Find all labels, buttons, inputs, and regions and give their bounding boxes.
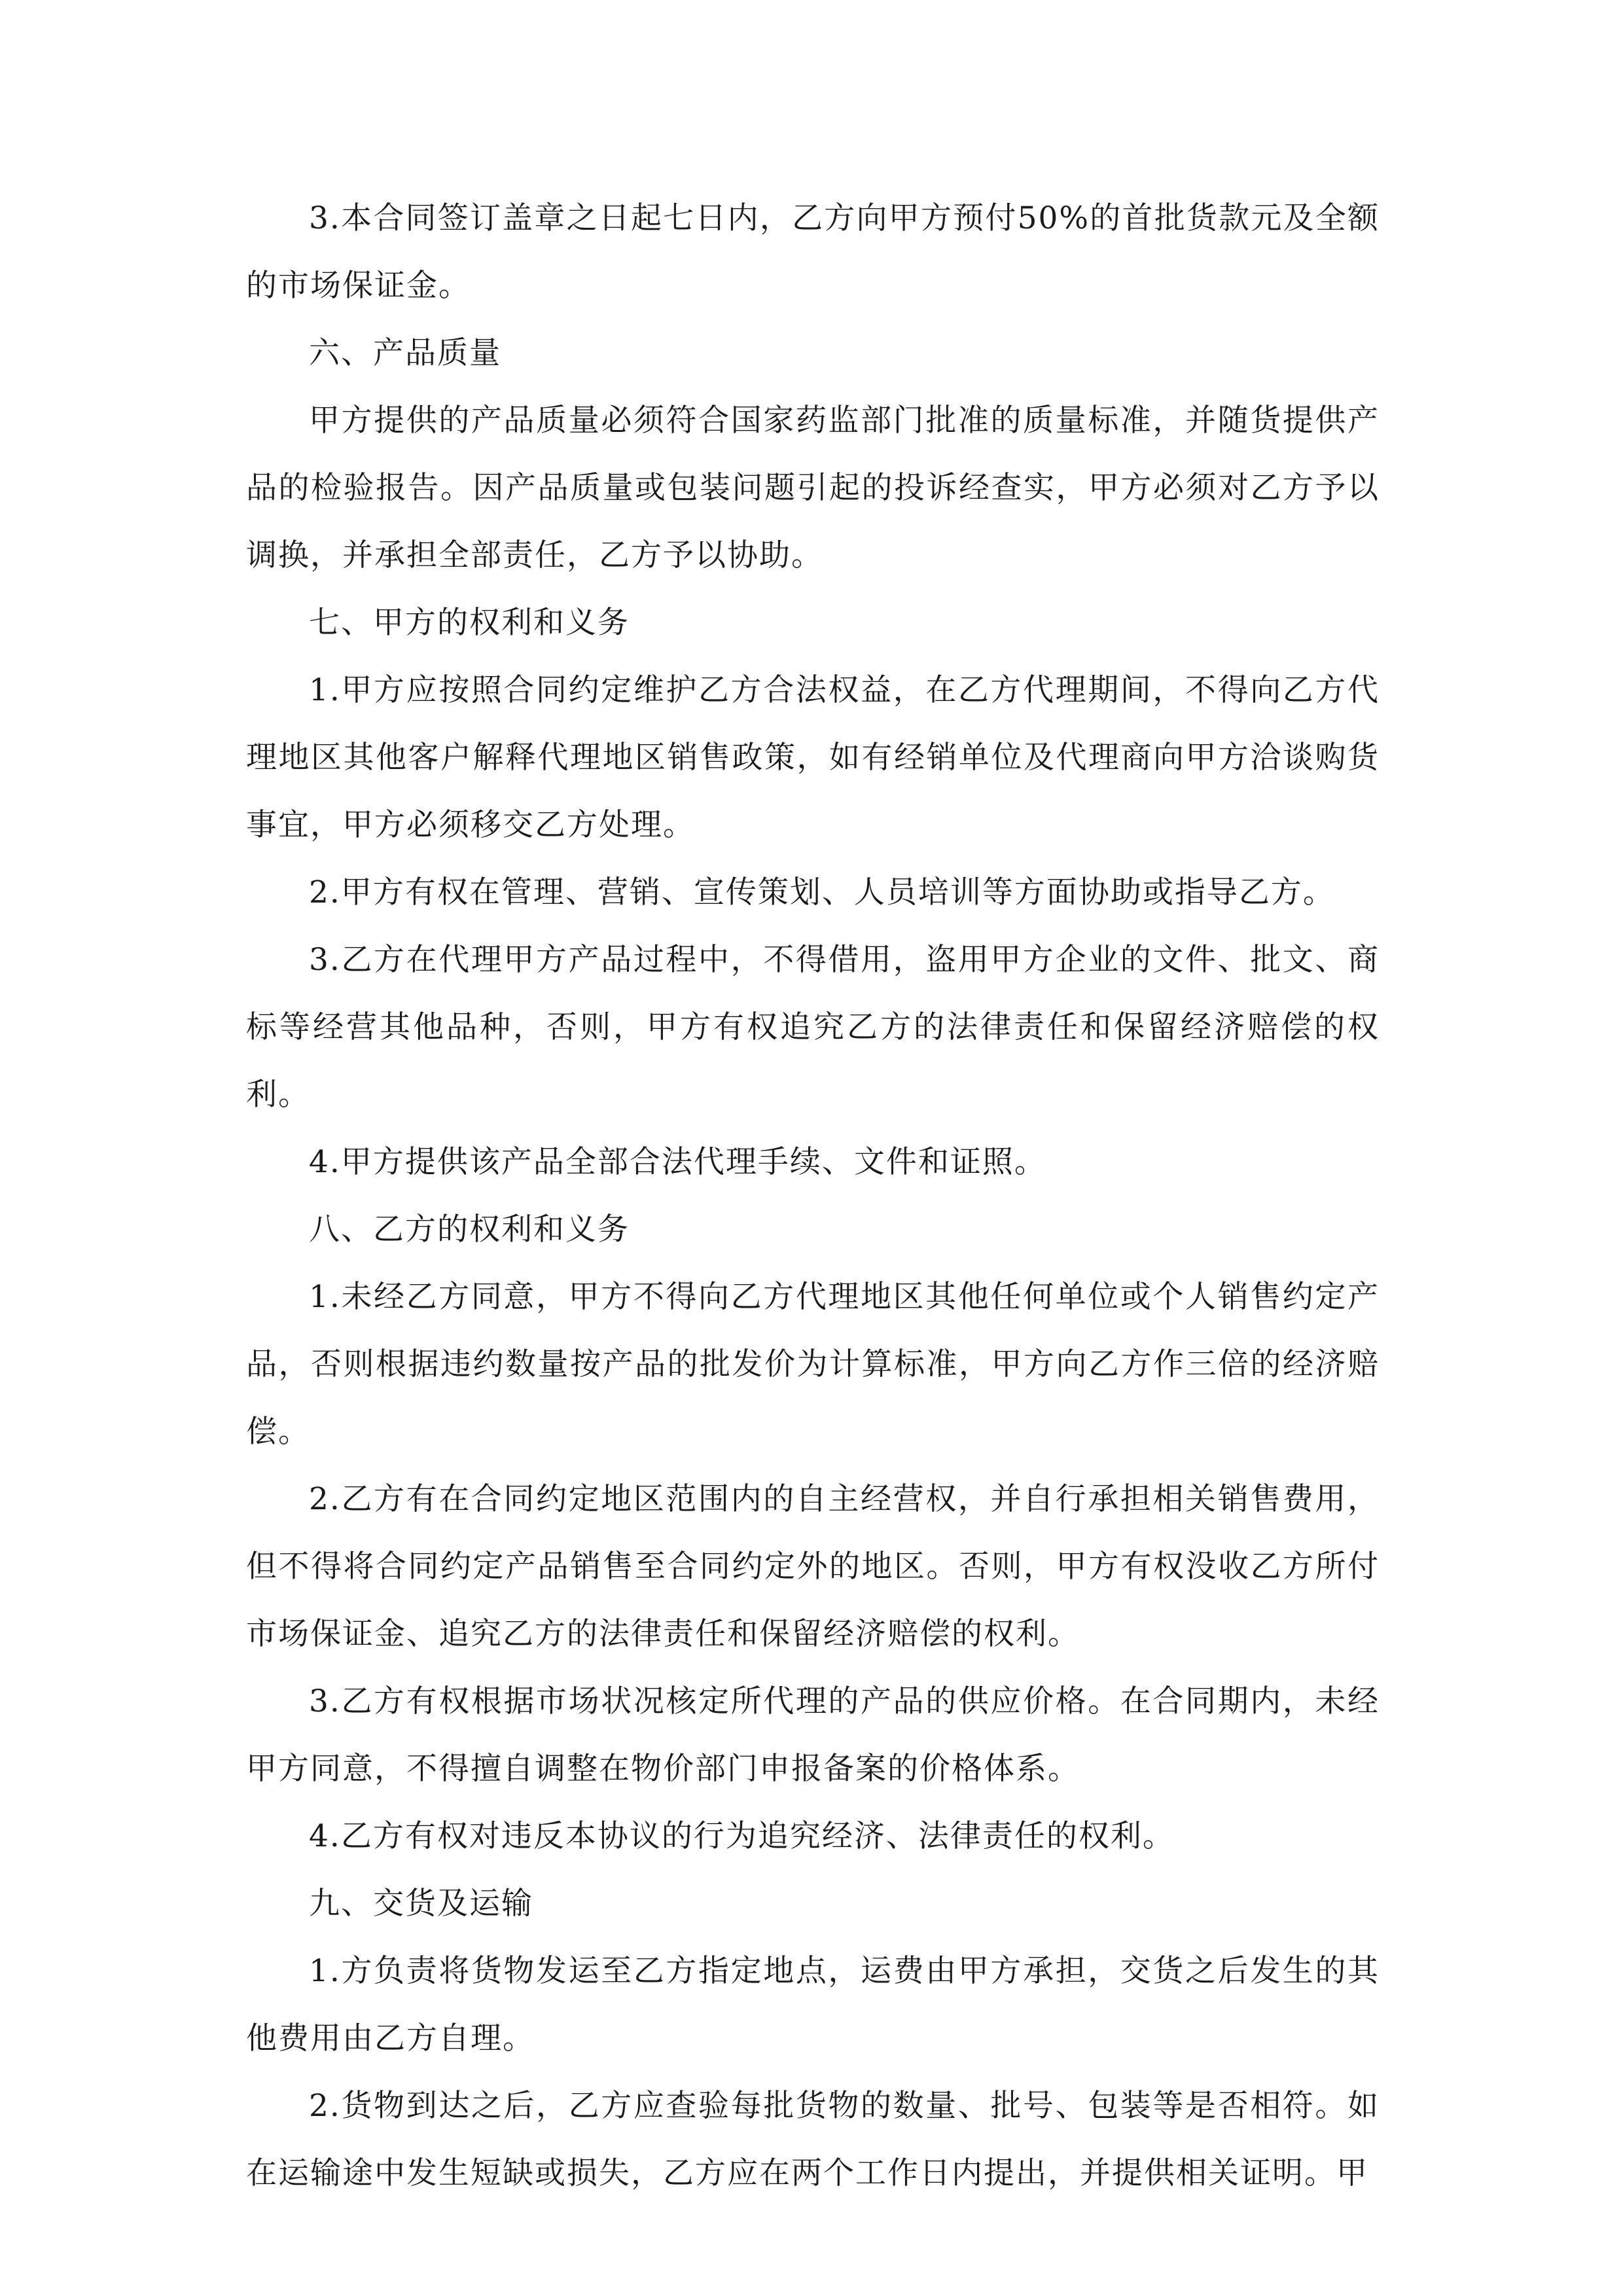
- clause-8-2-paragraph: 2.乙方有在合同约定地区范围内的自主经营权，并自行承担相关销售费用，但不得将合同约定产品销售至合同约定外的地区。否则，甲方有权没收乙方所付市场保证金、追究乙方的法律责任和保留经济赔偿的权利。: [246, 1481, 1380, 1652]
- clause-7-3-paragraph: 3.乙方在代理甲方产品过程中，不得借用，盗用甲方企业的文件、批文、商标等经营其他品种，否则，甲方有权追究乙方的法律责任和保留经济赔偿的权利。: [246, 942, 1380, 1113]
- clause-7-2-paragraph: 2.甲方有权在管理、营销、宣传策划、人员培训等方面协助或指导乙方。: [309, 874, 1335, 910]
- section-6-heading: 六、产品质量: [309, 335, 501, 371]
- section-7-heading: 七、甲方的权利和义务: [309, 605, 630, 641]
- clause-7-1-paragraph: 1.甲方应按照合同约定维护乙方合法权益，在乙方代理期间，不得向乙方代理地区其他客户解释代理地区销售政策，如有经销单位及代理商向甲方洽谈购货事宜，甲方必须移交乙方处理。: [246, 672, 1380, 843]
- clause-8-3-paragraph: 3.乙方有权根据市场状况核定所代理的产品的供应价格。在合同期内，未经甲方同意，不得擅自调整在物价部门申报备案的价格体系。: [246, 1683, 1380, 1787]
- clause-9-1-paragraph: 1.方负责将货物发运至乙方指定地点，运费由甲方承担，交货之后发生的其他费用由乙方自理。: [246, 1953, 1380, 2056]
- clause-5-3-paragraph: 3.本合同签订盖章之日起七日内，乙方向甲方预付50%的首批货款元及全额的市场保证金。: [246, 200, 1380, 304]
- clause-8-1-paragraph: 1.未经乙方同意，甲方不得向乙方代理地区其他任何单位或个人销售约定产品，否则根据违约数量按产品的批发价为计算标准，甲方向乙方作三倍的经济赔偿。: [246, 1279, 1380, 1450]
- section-6-paragraph: 甲方提供的产品质量必须符合国家药监部门批准的质量标准，并随货提供产品的检验报告。因产品质量或包装问题引起的投诉经查实，甲方必须对乙方予以调换，并承担全部责任，乙方予以协助。: [246, 403, 1380, 573]
- clause-7-4-paragraph: 4.甲方提供该产品全部合法代理手续、文件和证照。: [309, 1144, 1046, 1180]
- clause-8-4-paragraph: 4.乙方有权对违反本协议的行为追究经济、法律责任的权利。: [309, 1818, 1175, 1854]
- section-9-heading: 九、交货及运输: [309, 1886, 533, 1922]
- document-page: [246, 185, 1380, 2207]
- section-8-heading: 八、乙方的权利和义务: [309, 1211, 630, 1247]
- clause-9-2-paragraph: 2.货物到达之后，乙方应查验每批货物的数量、批号、包装等是否相符。如在运输途中发生短缺或损失，乙方应在两个工作日内提出，并提供相关证明。甲: [246, 2088, 1380, 2191]
